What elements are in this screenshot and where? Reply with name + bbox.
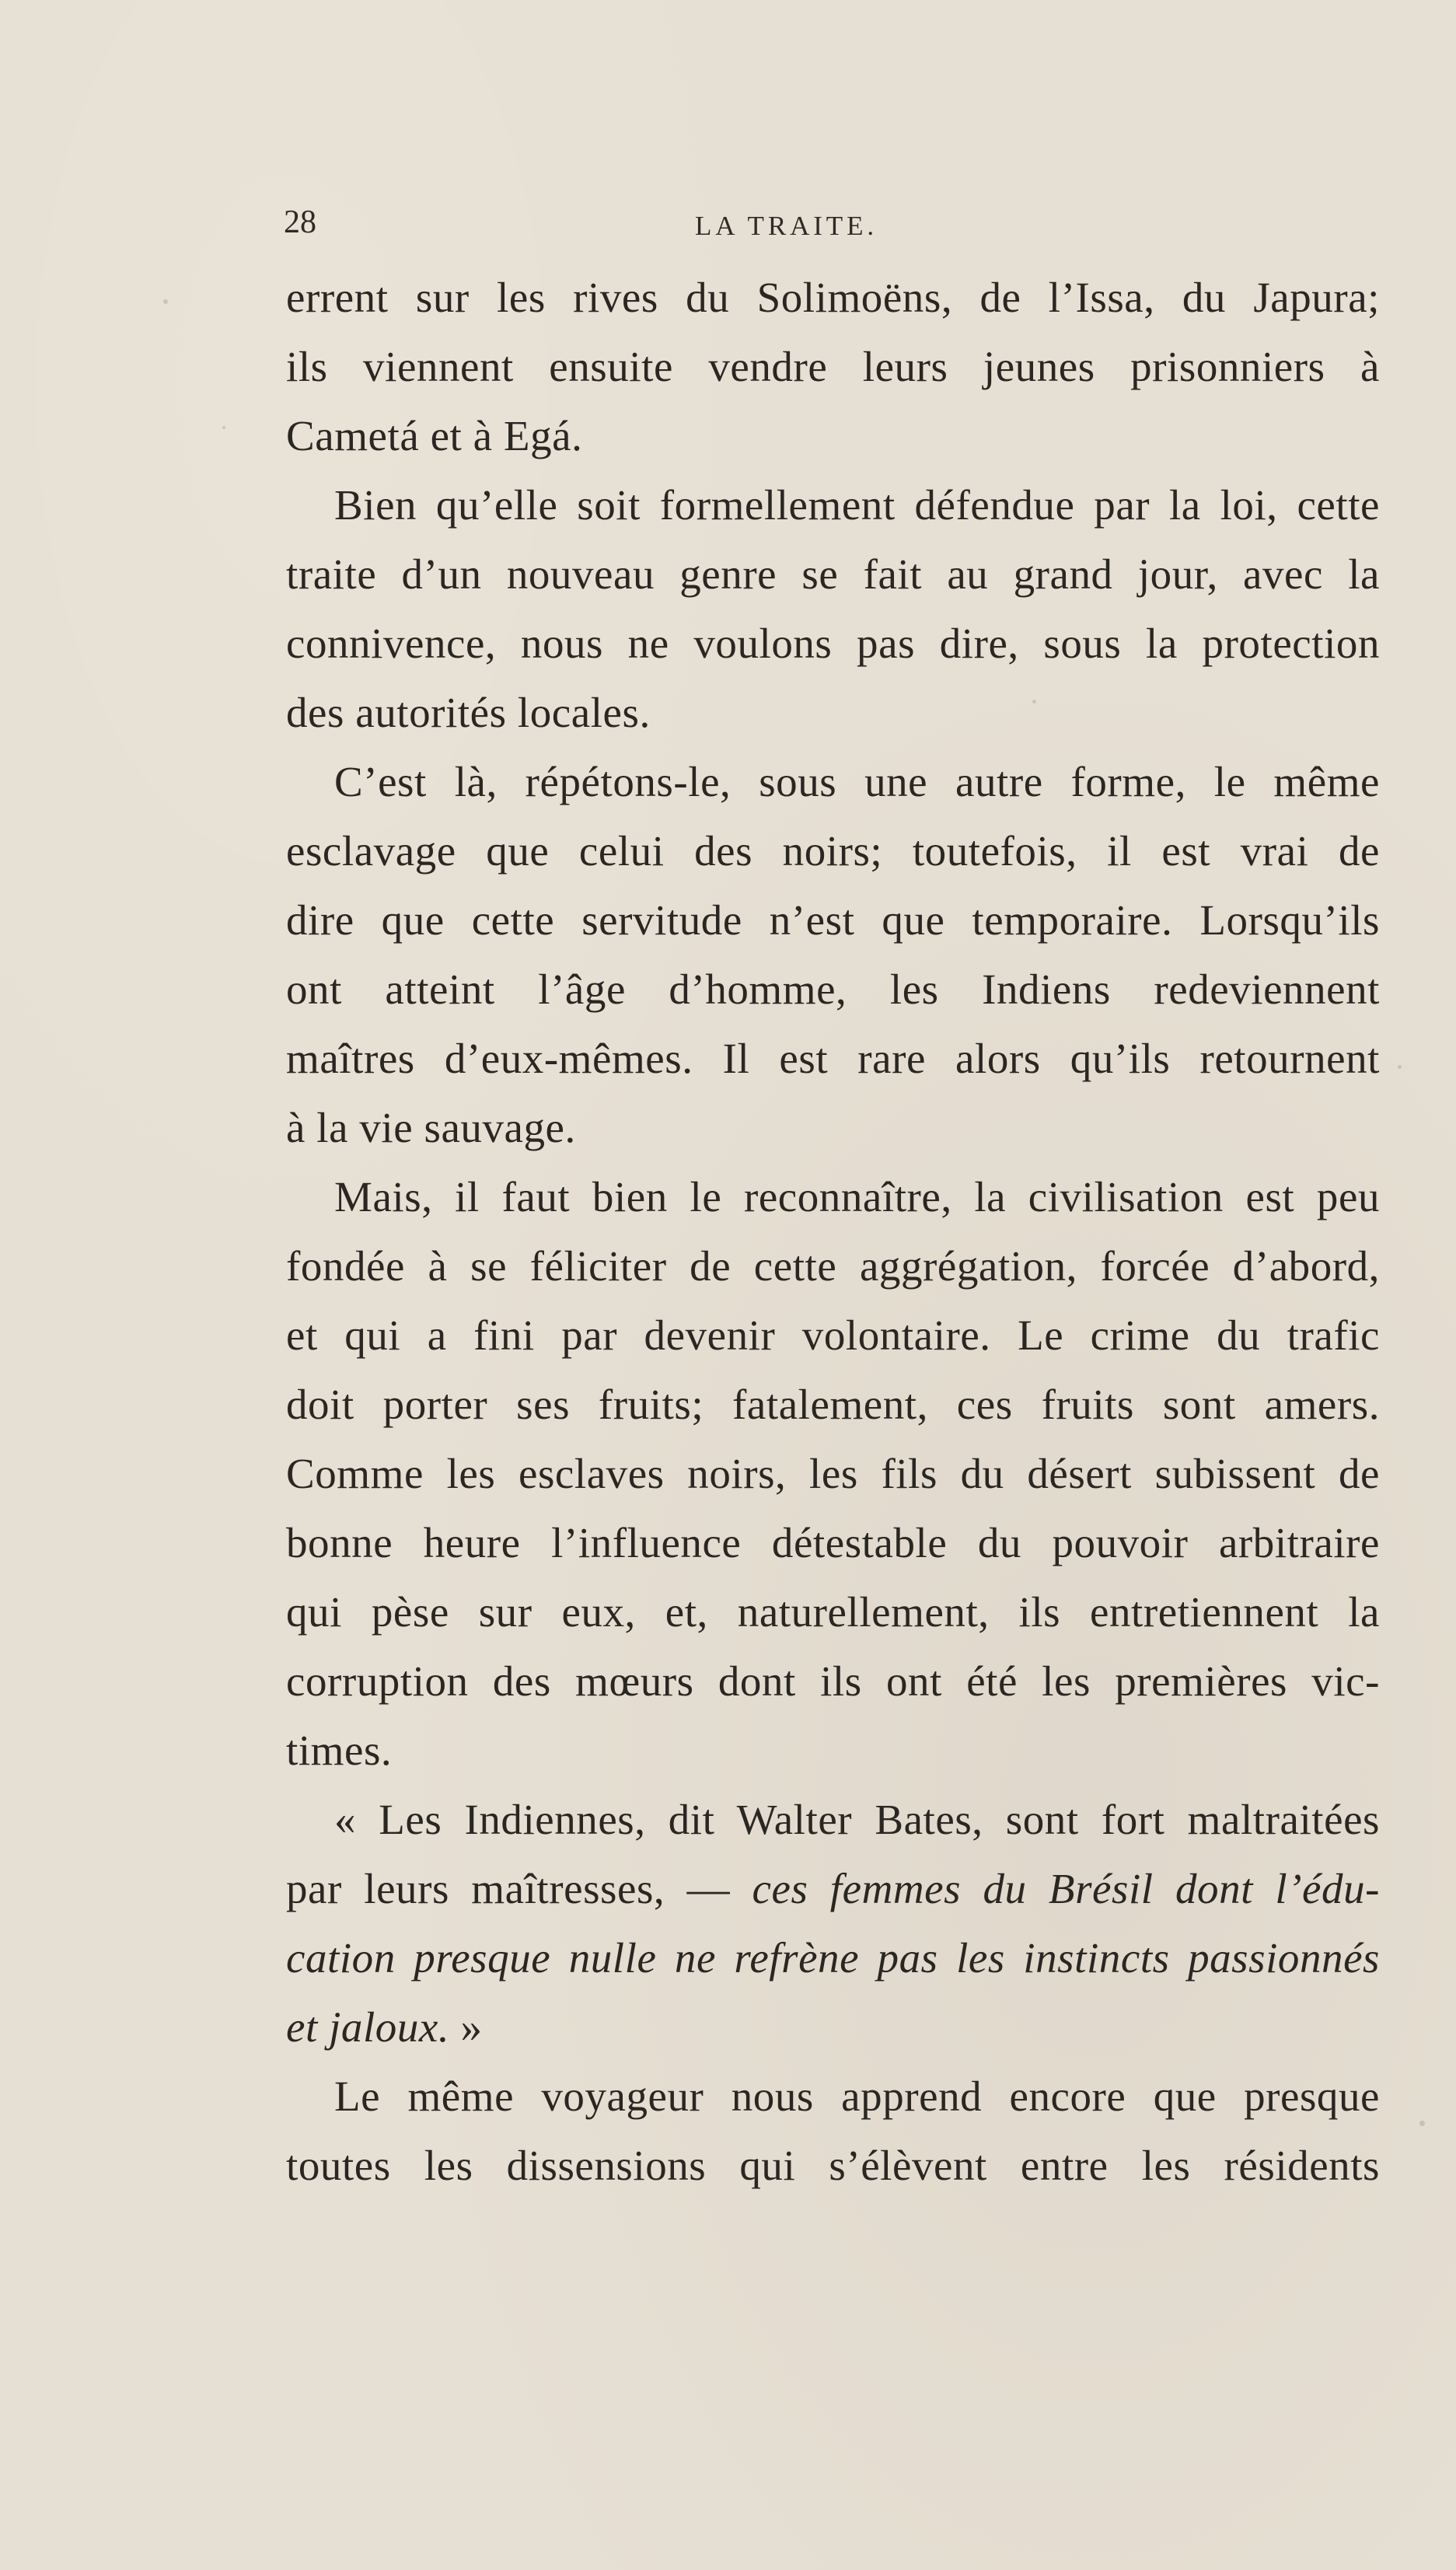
- paper-speck: [1419, 2121, 1425, 2126]
- paper-speck: [1398, 1065, 1402, 1069]
- text-line: maîtres d’eux-mêmes. Il est rare alors qu’ils retournent: [286, 1035, 1380, 1082]
- text-line: ont atteint l’âge d’homme, les Indiens redeviennent: [286, 965, 1380, 1013]
- quote-line: [286, 1785, 1380, 1854]
- page-header: [0, 206, 1456, 253]
- quote-italic-text: et jaloux.: [286, 2003, 450, 2051]
- text-line: Mais, il faut bien le reconnaître, la civilisation est peu: [334, 1173, 1380, 1220]
- text-line: C’est là, répétons-le, sous une autre forme, le même: [334, 758, 1380, 805]
- text-line: bonne heure l’influence détestable du pouvoir arbitraire: [286, 1519, 1380, 1566]
- running-head: LA TRAITE.: [695, 211, 878, 241]
- quote-italic-text: cation presque nulle ne refrène pas les instincts passionnés: [286, 1934, 1380, 1982]
- paper-speck: [163, 299, 168, 304]
- text-line: des autorités locales.: [286, 689, 651, 736]
- quote-line: [286, 1923, 1380, 1992]
- text-line: fondée à se féliciter de cette aggrégation, forcée d’abord,: [286, 1242, 1380, 1290]
- page-number: 28: [284, 204, 316, 240]
- quote-line: [286, 1854, 1380, 1923]
- paper-speck: [222, 426, 225, 429]
- quote-italic-text: ces femmes du Brésil dont l’édu-: [752, 1865, 1380, 1912]
- text-line: Comme les esclaves noirs, les fils du désert subissent de: [286, 1450, 1380, 1497]
- text-line: times.: [286, 1727, 393, 1774]
- text-line: Bien qu’elle soit formellement défendue par la loi, cette: [334, 481, 1380, 529]
- quote-roman-text: par leurs maîtresses, —: [286, 1865, 752, 1912]
- text-line: Cametá et à Egá.: [286, 412, 583, 459]
- quote-line: [286, 1992, 1380, 2062]
- text-line: et qui a fini par devenir volontaire. Le crime du trafic: [286, 1311, 1380, 1359]
- quote-roman-text: « Les Indiennes, dit Walter Bates, sont fort maltraitées: [334, 1796, 1380, 1843]
- text-line: ils viennent ensuite vendre leurs jeunes prisonniers à: [286, 343, 1380, 390]
- body-text: [286, 263, 1380, 2200]
- text-line: doit porter ses fruits; fatalement, ces fruits sont amers.: [286, 1381, 1380, 1428]
- text-line: qui pèse sur eux, et, naturellement, ils entretiennent la: [286, 1588, 1380, 1636]
- text-line: corruption des mœurs dont ils ont été les premières vic-: [286, 1657, 1380, 1705]
- text-line: Le même voyageur nous apprend encore que presque: [334, 2072, 1380, 2120]
- quote-closing-mark: »: [449, 2003, 483, 2051]
- text-line: errent sur les rives du Solimoëns, de l’Issa, du Japura;: [286, 274, 1380, 321]
- text-line: connivence, nous ne voulons pas dire, sous la protection: [286, 620, 1380, 667]
- text-line: toutes les dissensions qui s’élèvent entre les résidents: [286, 2142, 1380, 2189]
- text-line: à la vie sauvage.: [286, 1104, 576, 1151]
- text-line: esclavage que celui des noirs; toutefois, il est vrai de: [286, 827, 1380, 875]
- text-line: dire que cette servitude n’est que temporaire. Lorsqu’ils: [286, 896, 1380, 944]
- text-line: traite d’un nouveau genre se fait au grand jour, avec la: [286, 550, 1380, 598]
